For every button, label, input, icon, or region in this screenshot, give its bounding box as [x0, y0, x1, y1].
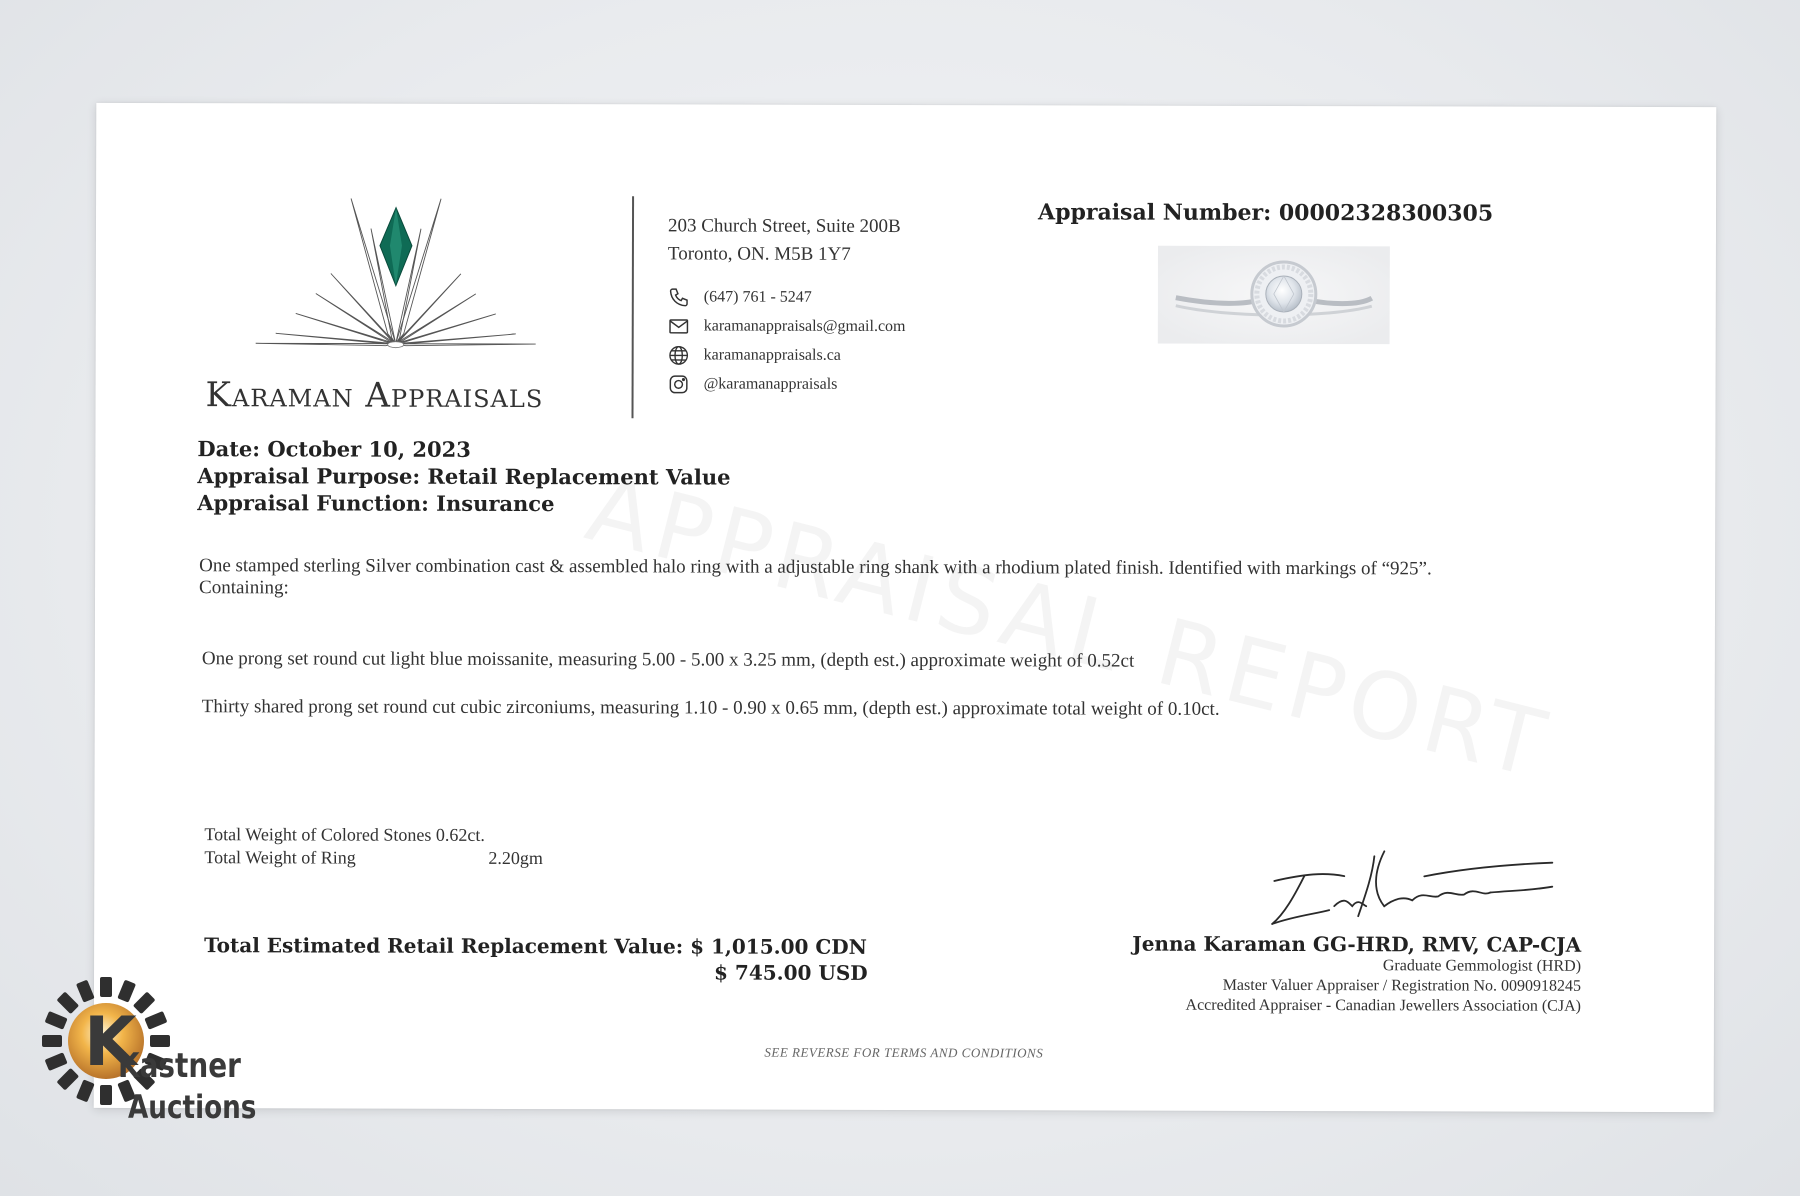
total-value-cdn: $ 1,015.00 CDN: [690, 934, 867, 959]
karaman-logo-emblem: [236, 193, 556, 374]
company-name: Karaman Appraisals: [205, 375, 544, 417]
kastner-line-1: Kastner: [118, 1046, 241, 1086]
phone-icon: [668, 286, 690, 308]
signer-credential-2: Master Valuer Appraiser / Registration No. 0090918245: [1222, 976, 1582, 995]
contact-instagram: [668, 369, 906, 399]
appraisal-meta: [197, 435, 730, 517]
address-line-1: 203 Church Street, Suite 200B: [667, 215, 901, 237]
contact-email: [668, 311, 906, 341]
appraisal-function: Appraisal Function: Insurance: [197, 490, 555, 517]
weight-ring-label: Total Weight of Ring: [204, 847, 356, 868]
mail-icon: [668, 315, 690, 337]
ring-photo: [1158, 246, 1390, 345]
globe-icon: [668, 344, 690, 366]
instagram-text: @karamanappraisals: [703, 374, 838, 393]
stone-description-1: One prong set round cut light blue moissanite, measuring 5.00 - 5.00 x 3.25 mm, (depth est.) approximate weight of 0.52ct: [201, 648, 1135, 672]
appraisal-number: [1038, 199, 1493, 226]
terms-note: SEE REVERSE FOR TERMS AND CONDITIONS: [764, 1044, 1044, 1061]
phone-text: (647) 761 - 5247: [703, 287, 812, 306]
description-containing: Containing:: [199, 577, 289, 599]
total-value-label: Total Estimated Retail Replacement Value:: [204, 933, 684, 959]
website-text: karamanappraisals.ca: [703, 345, 841, 364]
description-main: One stamped sterling Silver combination cast & assembled halo ring with a adjustable ring shank with a rhodium plated finish. Identified with markings of “925”.: [199, 555, 1432, 580]
address-line-2: Toronto, ON. M5B 1Y7: [667, 243, 851, 265]
weights-block: [204, 823, 543, 870]
contact-phone: [668, 282, 906, 312]
weight-colored-label: Total Weight of Colored Stones: [204, 824, 432, 845]
contact-website: [668, 340, 906, 370]
contact-block: [668, 212, 906, 399]
weight-ring-value: 2.20gm: [488, 847, 543, 869]
appraisal-certificate: [94, 103, 1717, 1112]
signer-credential-1: Graduate Gemmologist (HRD): [1382, 957, 1582, 975]
weight-colored-stones: [204, 823, 543, 847]
handwritten-signature: [1234, 836, 1554, 937]
stone-description-2: Thirty shared prong set round cut cubic zirconiums, measuring 1.10 - 0.90 x 0.65 mm, (depth est.) approximate total weight of 0.10ct.: [201, 696, 1220, 720]
total-value: [204, 933, 868, 985]
total-value-usd: $ 745.00 USD: [714, 960, 868, 985]
instagram-icon: [668, 373, 690, 395]
email-text: karamanappraisals@gmail.com: [703, 316, 906, 335]
item-description: [199, 555, 1619, 603]
appraisal-date: Date: October 10, 2023: [197, 436, 471, 462]
header-divider: [631, 196, 634, 418]
signer-name: Jenna Karaman GG-HRD, RMV, CAP-CJA: [1132, 931, 1582, 957]
appraisal-purpose: Appraisal Purpose: Retail Replacement Value: [197, 463, 731, 490]
weight-ring: [204, 846, 543, 870]
kastner-k-glyph: K: [84, 1003, 137, 1082]
weight-colored-value: 0.62ct.: [435, 824, 485, 845]
appraisal-number-value: 00002328300305: [1278, 199, 1494, 227]
signer-credential-3: Accredited Appraiser - Canadian Jewellers Association (CJA): [1185, 996, 1581, 1015]
appraisal-number-label: Appraisal Number:: [1038, 199, 1272, 226]
kastner-line-2: Auctions: [128, 1088, 257, 1126]
signer-block: [1132, 932, 1581, 1017]
